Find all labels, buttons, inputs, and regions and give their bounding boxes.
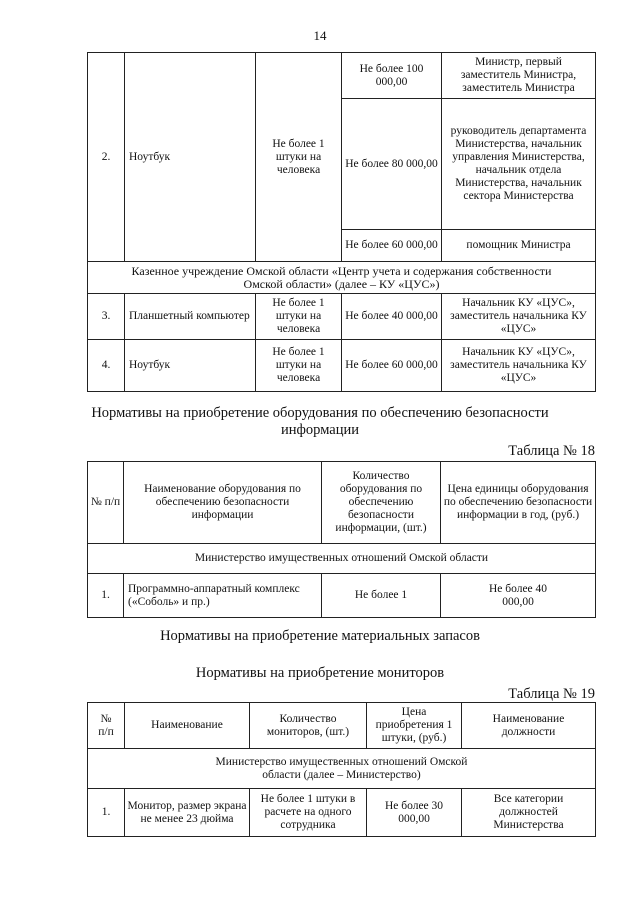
item-position: руководитель департамента Министерства, начальник управления Министерства, начальник отдела Министерства, начальник сектора Министерства — [442, 99, 596, 230]
item-price: Не более 60 000,00 — [342, 340, 442, 392]
column-header: Цена приобретения 1 штуки, (руб.) — [367, 703, 462, 749]
item-name: Планшетный компьютер — [125, 294, 256, 340]
item-price: Не более 40 000,00 — [441, 574, 596, 618]
item-name: Монитор, размер экрана не менее 23 дюйма — [125, 789, 250, 837]
table-18 — [87, 461, 596, 618]
column-header: Количество оборудования по обеспечению безопасности информации, (шт.) — [322, 462, 441, 544]
row-number: 4. — [88, 340, 125, 392]
column-header: № п/п — [88, 703, 125, 749]
table-continuation — [87, 52, 596, 392]
table-header-row — [88, 462, 596, 544]
row-number: 1. — [88, 574, 124, 618]
item-name: Ноутбук — [125, 340, 256, 392]
table-header-row — [88, 703, 596, 749]
item-price: Не более 100 000,00 — [342, 53, 442, 99]
item-position: Начальник КУ «ЦУС», заместитель начальника КУ «ЦУС» — [442, 294, 596, 340]
section-row — [88, 749, 596, 789]
column-header: Наименование должности — [462, 703, 596, 749]
item-position: Начальник КУ «ЦУС», заместитель начальника КУ «ЦУС» — [442, 340, 596, 392]
item-price: Не более 40 000,00 — [342, 294, 442, 340]
item-price: Не более 60 000,00 — [342, 230, 442, 262]
column-header: № п/п — [88, 462, 124, 544]
row-number: 3. — [88, 294, 125, 340]
item-position: Все категории должностей Министерства — [462, 789, 596, 837]
heading-materials: Нормативы на приобретение материальных запасов — [160, 628, 480, 644]
item-position: помощник Министра — [442, 230, 596, 262]
table-row — [88, 574, 596, 618]
row-number: 1. — [88, 789, 125, 837]
table-row — [88, 340, 596, 392]
table-row — [88, 789, 596, 837]
section-title: Министерство имущественных отношений Омской области (далее – Министерство) — [88, 749, 596, 789]
item-price: Не более 80 000,00 — [342, 99, 442, 230]
table-19 — [87, 702, 596, 837]
item-position: Министр, первый заместитель Министра, заместитель Министра — [442, 53, 596, 99]
heading-monitors: Нормативы на приобретение мониторов — [195, 665, 445, 681]
table-19-label: Таблица № 19 — [508, 686, 595, 702]
item-quantity: Не более 1 штуки на человека — [256, 340, 342, 392]
column-header: Наименование оборудования по обеспечению безопасности информации — [124, 462, 322, 544]
heading-security: Нормативы на приобретение оборудования по обеспечению безопасности информации — [91, 405, 549, 438]
section-row — [88, 262, 596, 294]
item-price: Не более 30 000,00 — [367, 789, 462, 837]
column-header: Количество мониторов, (шт.) — [250, 703, 367, 749]
table-row — [88, 294, 596, 340]
column-header: Наименование — [125, 703, 250, 749]
item-name: Ноутбук — [125, 53, 256, 262]
item-quantity: Не более 1 штуки на человека — [256, 294, 342, 340]
column-header: Цена единицы оборудования по обеспечению безопасности информации в год, (руб.) — [441, 462, 596, 544]
item-quantity: Не более 1 — [322, 574, 441, 618]
section-title: Министерство имущественных отношений Омской области — [88, 544, 596, 574]
section-row — [88, 544, 596, 574]
item-quantity: Не более 1 штуки на человека — [256, 53, 342, 262]
item-name: Программно-аппаратный комплекс («Соболь» и пр.) — [124, 574, 322, 618]
row-number: 2. — [88, 53, 125, 262]
section-title: Казенное учреждение Омской области «Центр учета и содержания собственности Омской области» (далее – КУ «ЦУС») — [88, 262, 596, 294]
table-18-label: Таблица № 18 — [508, 443, 595, 459]
table-row — [88, 53, 596, 99]
item-quantity: Не более 1 штуки в расчете на одного сотрудника — [250, 789, 367, 837]
page-number: 14 — [313, 28, 327, 43]
